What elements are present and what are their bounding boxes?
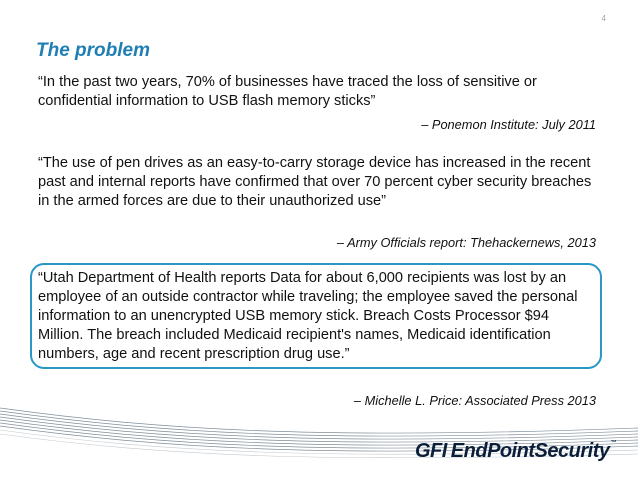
- source-ap: – Michelle L. Price: Associated Press 2013: [353, 393, 596, 408]
- gfi-endpointsecurity-logo: [415, 440, 616, 463]
- logo-product: EndPointSecurity: [450, 440, 610, 462]
- quote-ponemon: “In the past two years, 70% of businesses have traced the loss of sensitive or confidential information to USB flash memory sticks”: [38, 74, 537, 109]
- slide-title: The problem: [36, 40, 151, 61]
- quote-army: “The use of pen drives as an easy-to-carry storage device has increased in the recent past and internal reports have confirmed that over 70 percent cyber security breaches in the armed forces are due to their unauthorized use”: [38, 155, 592, 209]
- source-army: – Army Officials report: Thehackernews, 2013: [336, 235, 596, 250]
- quote-utah: “Utah Department of Health reports Data for about 6,000 recipients was lost by an employee of an outside contractor while traveling; the employee saved the personal information to an unencrypted USB memory stick. Breach Costs Processor $94 Million. The breach included Medicaid recipient's names, Medicaid identification numbers, age and recent prescription drug use.”: [38, 270, 578, 362]
- logo-trademark: ™: [610, 440, 616, 446]
- logo-brand: GFI: [414, 440, 447, 462]
- slide-number: 4: [601, 14, 606, 23]
- source-ponemon: – Ponemon Institute: July 2011: [421, 117, 596, 132]
